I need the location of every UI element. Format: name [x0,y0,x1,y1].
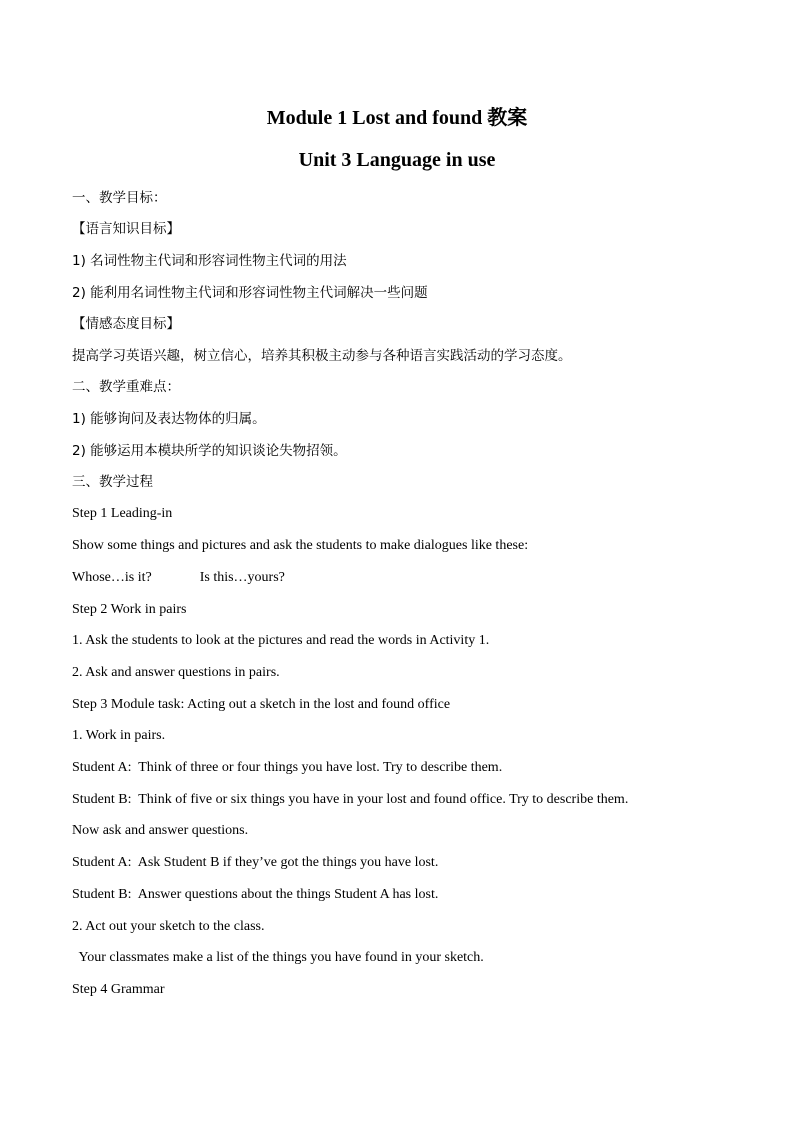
step-heading: Step 3 Module task: Acting out a sketch in the lost and found office [72,697,451,712]
section-heading-process: 三、教学过程 [72,474,153,490]
paragraph: Your classmates make a list of the things you have found in your sketch. [72,950,484,965]
paragraph: Student A: Think of three or four things you have lost. Try to describe them. [72,760,503,775]
example-question: Whose…is it? [72,570,152,585]
document-subtitle: Unit 3 Language in use [298,149,496,171]
paragraph: 2. Act out your sketch to the class. [72,919,265,934]
paragraph: Student A: Ask Student B if they’ve got the things you have lost. [72,855,439,870]
attitude-objective: 提高学习英语兴趣，树立信心，培养其积极主动参与各种语言实践活动的学习态度。 [72,348,572,364]
paragraph: Now ask and answer questions. [72,823,249,838]
document-title: Module 1 Lost and found 教案 [266,107,528,129]
paragraph: Student B: Think of five or six things you have in your lost and found office. Try to describe them. [72,792,629,807]
paragraph: 1. Work in pairs. [72,728,166,743]
step-heading: Step 4 Grammar [72,982,165,997]
paragraph: 1. Ask the students to look at the pictures and read the words in Activity 1. [72,633,490,648]
subheading-emotional-attitude: 【情感态度目标】 [72,316,180,332]
step-heading: Step 1 Leading-in [72,506,173,521]
objective-item: 2) 能利用名词性物主代词和形容词性物主代词解决一些问题 [72,285,428,301]
example-question: Is this…yours? [199,570,285,585]
step-heading: Step 2 Work in pairs [72,602,187,617]
subheading-language-knowledge: 【语言知识目标】 [72,221,180,237]
example-dialogue-line [72,569,285,587]
paragraph: Student B: Answer questions about the things Student A has lost. [72,887,439,902]
paragraph: 2. Ask and answer questions in pairs. [72,665,280,680]
section-heading-objectives: 一、教学目标： [72,190,167,206]
key-point-item: 1) 能够询问及表达物体的归属。 [72,411,266,427]
objective-item: 1) 名词性物主代词和形容词性物主代词的用法 [72,253,347,269]
section-heading-key-points: 二、教学重难点： [72,379,180,395]
paragraph: Show some things and pictures and ask the students to make dialogues like these: [72,538,529,553]
key-point-item: 2) 能够运用本模块所学的知识谈论失物招领。 [72,443,347,459]
